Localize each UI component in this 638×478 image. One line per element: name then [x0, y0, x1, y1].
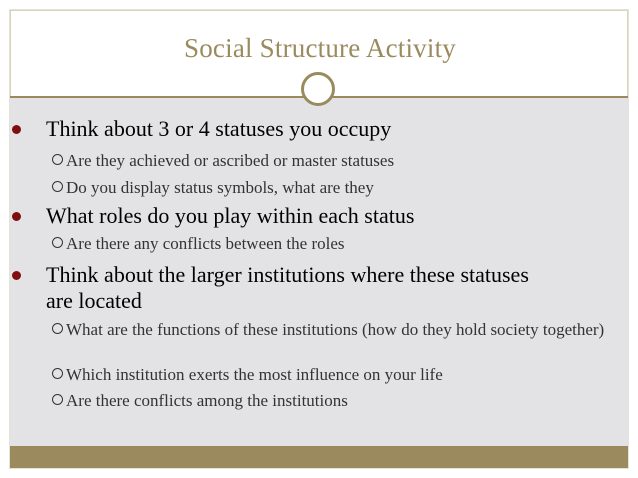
- sub-bullet-text: Are there conflicts among the institutions: [66, 391, 348, 410]
- bullet-text: Think about 3 or 4 statuses you occupy: [46, 116, 392, 141]
- circle-bullet-icon: [52, 394, 63, 405]
- ring-ornament-icon: [301, 72, 335, 106]
- circle-bullet-icon: [52, 368, 63, 379]
- sub-bullet-text: Are they achieved or ascribed or master statuses: [66, 151, 395, 170]
- sub-bullet-text: What are the functions of these institutions (how do they hold society together): [66, 320, 605, 339]
- slide-title: Social Structure Activity: [184, 33, 456, 63]
- slide: [10, 10, 628, 468]
- circle-bullet-icon: [52, 323, 63, 334]
- slide-body: [10, 98, 628, 446]
- disc-bullet-icon: [12, 125, 21, 134]
- footer-band: [10, 446, 628, 468]
- circle-bullet-icon: [52, 237, 63, 248]
- circle-bullet-icon: [52, 154, 63, 165]
- disc-bullet-icon: [12, 212, 21, 221]
- bullet-text: What roles do you play within each status: [46, 203, 415, 228]
- sub-bullet-text: Do you display status symbols, what are they: [66, 178, 374, 197]
- sub-bullet-text: Are there any conflicts between the roles: [66, 234, 345, 253]
- circle-bullet-icon: [52, 181, 63, 192]
- bullet-text: Think about the larger institutions where these statuses are located: [46, 262, 529, 313]
- sub-bullet-text: Which institution exerts the most influence on your life: [66, 365, 443, 384]
- disc-bullet-icon: [12, 271, 21, 280]
